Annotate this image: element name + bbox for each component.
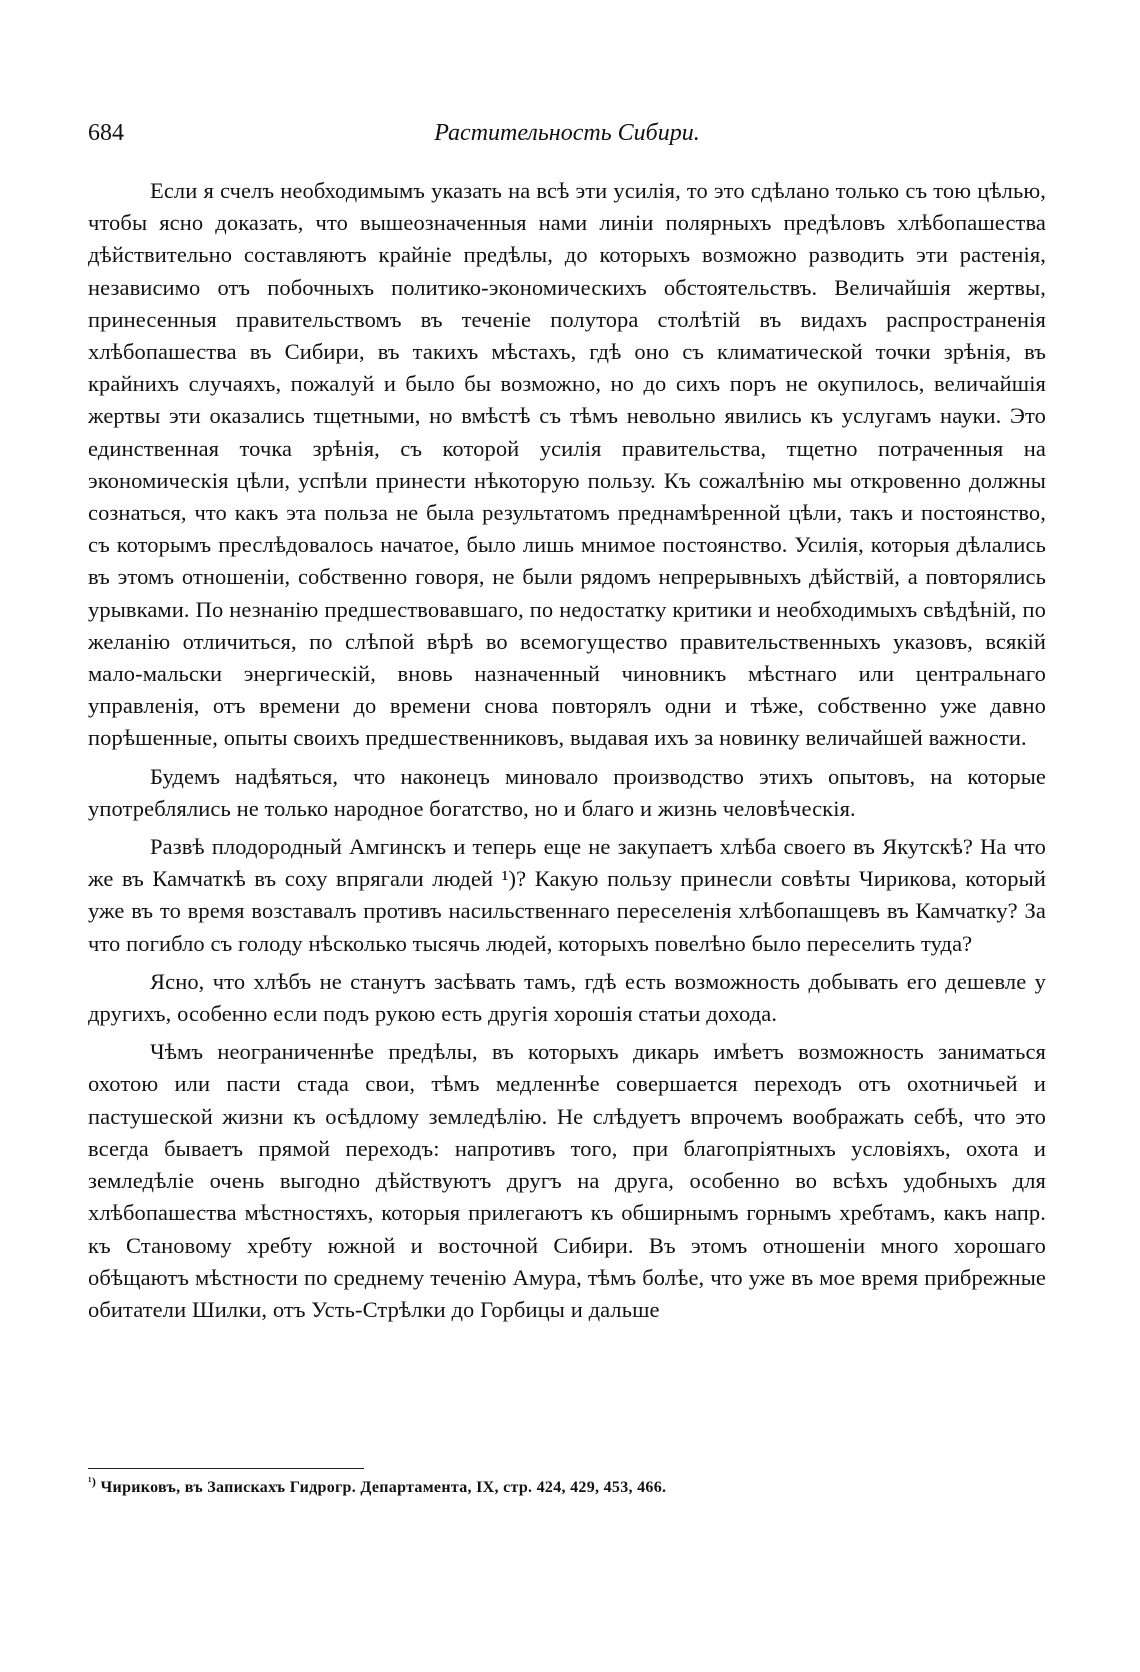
paragraph-2: Будемъ надѣяться, что наконецъ миновало производство этихъ опытовъ, на которые употреблялись не только народное богатство, но и благо и жизнь человѣческія. [88, 763, 1046, 821]
page-number: 684 [88, 120, 124, 146]
footnote-text: Чириковъ, въ Запискахъ Гидрогр. Департамента, IX, стр. 424, 429, 453, 466. [100, 1479, 667, 1496]
paragraph-1: Если я счелъ необходимымъ указать на всѣ эти усилія, то это сдѣлано только съ тою цѣлью, чтобы ясно доказать, что вышеозначенныя нами линіи полярныхъ предѣловъ хлѣбопашества дѣйствительно составляютъ крайніе предѣлы, до которыхъ возможно разводить эти растенія, независимо отъ побочныхъ политико-экономическихъ обстоятельствъ. Величайшія жертвы, принесенныя правительствомъ въ теченіе полутора столѣтій въ видахъ распространенія хлѣбопашества въ Сибири, въ такихъ мѣстахъ, гдѣ оно съ климатической точки зрѣнія, въ крайнихъ случаяхъ, пожалуй и было бы возможно, но до сихъ поръ не окупилось, величайшія жертвы эти оказались тщетными, но вмѣстѣ съ тѣмъ невольно явились къ услугамъ науки. Это единственная точка зрѣнія, съ которой усилія правительства, тщетно потраченныя на экономическія цѣли, успѣли принести нѣкоторую пользу. Къ сожалѣнію мы откровенно должны сознаться, что какъ эта польза не была результатомъ преднамѣренной цѣли, такъ и постоянство, съ которымъ преслѣдовалось начатое, было лишь мнимое постоянство. Усилія, которыя дѣлались въ этомъ отношеніи, собственно говоря, не были рядомъ непрерывныхъ дѣйствій, а повторялись урывками. По незнанію предшествовавшаго, по недостатку критики и необходимыхъ свѣдѣній, по желанію отличиться, по слѣпой вѣрѣ во всемогущество правительственныхъ указовъ, всякій мало-мальски энергическій, вновь назначенный чиновникъ мѣстнаго или центральнаго управленія, отъ времени до времени снова повторялъ одни и тѣже, собственно уже давно порѣшенные, опыты своихъ предшественниковъ, выдавая ихъ за новинку величайшей важности. [88, 178, 1046, 751]
footnote-mark: ¹) [88, 1474, 97, 1489]
page-header [88, 118, 1046, 158]
footnote [88, 1476, 1046, 1500]
paragraph-4: Ясно, что хлѣбъ не станутъ засѣвать тамъ, гдѣ есть возможность добывать его дешевле у другихъ, особенно если подъ рукою есть другія хорошія статьи дохода. [88, 968, 1046, 1027]
footnote-divider [88, 1468, 364, 1469]
running-title: Растительность Сибири. [434, 120, 700, 146]
body-text [88, 175, 1046, 1332]
paragraph-3: Развѣ плодородный Амгинскъ и теперь еще не закупаетъ хлѣба своего въ Якутскѣ? На что же въ Камчаткѣ въ соху впрягали людей ¹)? Какую пользу принесли совѣты Чирикова, который уже въ то время возставалъ противъ насильственнаго переселенія хлѣбопашцевъ въ Камчатку? За что погибло съ голоду нѣсколько тысячь людей, которыхъ повелѣно было переселить туда? [88, 834, 1046, 956]
paragraph-5: Чѣмъ неограниченнѣе предѣлы, въ которыхъ дикарь имѣетъ возможность заниматься охотою или пасти стада свои, тѣмъ медленнѣе совершается переходъ отъ охотничьей и пастушеской жизни къ осѣдлому земледѣлію. Не слѣдуетъ впрочемъ воображать себѣ, что это всегда бываетъ прямой переходъ: напротивъ того, при благопріятныхъ условіяхъ, охота и земледѣліе очень выгодно дѣйствуютъ другъ на друга, особенно во всѣхъ удобныхъ для хлѣбопашества мѣстностяхъ, которыя прилегаютъ къ обширнымъ горнымъ хребтамъ, какъ напр. къ Становому хребту южной и восточной Сибири. Въ этомъ отношеніи много хорошаго обѣщаютъ мѣстности по среднему теченію Амура, тѣмъ болѣе, что уже въ мое время прибрежные обитатели Шилки, отъ Усть-Стрѣлки до Горбицы и дальше [88, 1039, 1046, 1322]
